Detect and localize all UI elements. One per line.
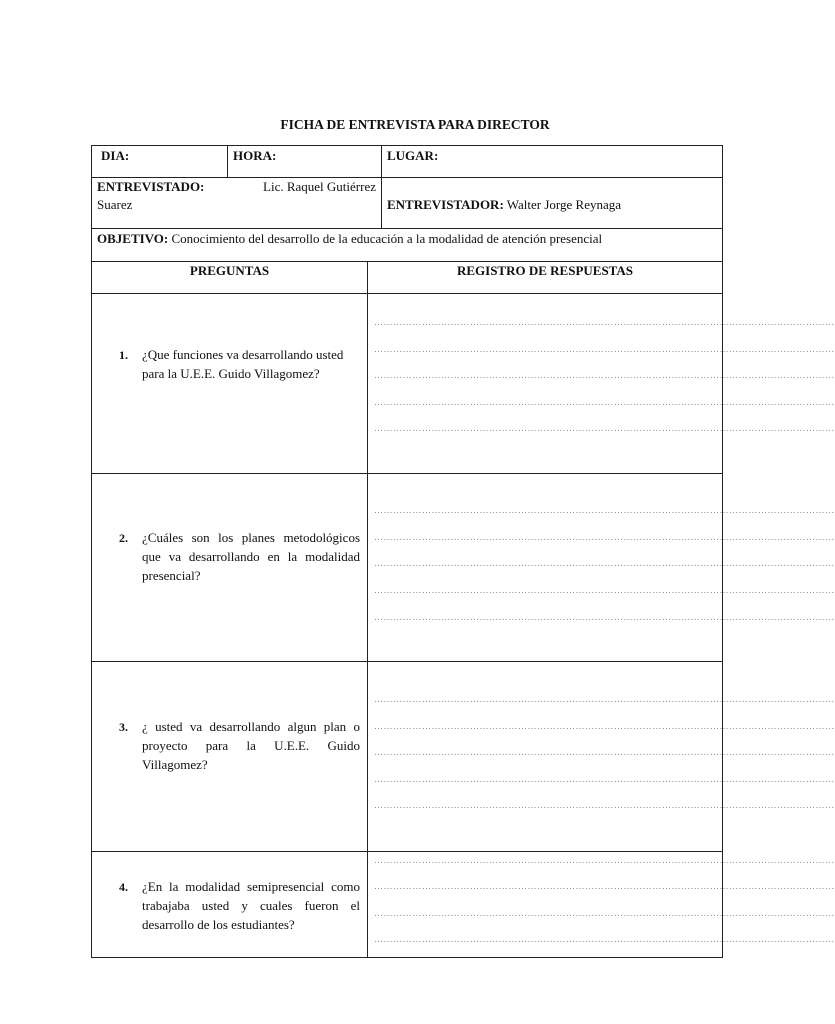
question-text-1 [142,345,360,383]
question-1-line-1: ¿Que funciones va desarrollando usted [142,347,344,362]
answer-line[interactable]: ……………………………………………………………………………………………………………………………… [374,908,835,918]
entrevistado-line2: Suarez [97,197,133,212]
question-text-4 [142,877,360,934]
question-text-3 [142,717,360,774]
question-2-line-3: presencial? [142,568,201,583]
answer-line[interactable]: ……………………………………………………………………………………………………………………………… [374,397,835,407]
question-2-line-1: ¿Cuáles son los planes metodológicos [142,530,360,545]
question-number-4: 4. [119,880,128,894]
document-title: FICHA DE ENTREVISTA PARA DIRECTOR [280,117,550,132]
question-4-line-1: ¿En la modalidad semipresencial como [142,879,360,894]
objetivo-label: OBJETIVO: [97,231,169,246]
answer-line[interactable]: ……………………………………………………………………………………………………………………………… [374,855,835,865]
question-4-line-3: desarrollo de los estudiantes? [142,917,295,932]
answer-line[interactable]: ……………………………………………………………………………………………………………………………… [374,585,835,595]
question-text-2 [142,528,360,585]
hora-label: HORA: [233,148,277,163]
answer-line[interactable]: ……………………………………………………………………………………………………………………………… [374,721,835,731]
entrevistado-line1 [97,177,376,196]
preguntas-header: PREGUNTAS [189,263,270,278]
question-4-line-2: trabajaba usted y cuales fueron el [142,898,360,913]
question-number-2: 2. [119,531,128,545]
answer-line[interactable]: ……………………………………………………………………………………………………………………………… [374,881,835,891]
entrevistador-label: ENTREVISTADOR: [387,197,504,212]
dia-label: DIA: [101,148,130,163]
respuestas-header: REGISTRO DE RESPUESTAS [456,263,634,278]
question-number-1: 1. [119,348,128,362]
objetivo-line [97,229,602,248]
question-3-line-1: ¿ usted va desarrollando algun plan o [142,719,360,734]
question-3-line-2: proyecto para la U.E.E. Guido [142,738,360,753]
entrevistado-value: Lic. Raquel Gutiérrez [263,179,376,194]
entrevistado-label: ENTREVISTADO: [97,179,205,194]
question-2-line-2: que va desarrollando en la modalidad [142,549,360,564]
answer-line[interactable]: ……………………………………………………………………………………………………………………………… [374,694,835,704]
objetivo-value: Conocimiento del desarrollo de la educación a la modalidad de atención presencial [171,231,603,246]
entrevistador-line [387,195,621,214]
lugar-label: LUGAR: [387,148,439,163]
answer-line[interactable]: ……………………………………………………………………………………………………………………………… [374,612,835,622]
answer-line[interactable]: ……………………………………………………………………………………………………………………………… [374,934,835,944]
question-number-3: 3. [119,720,128,734]
question-cell-1 [91,293,368,474]
answer-line[interactable]: ……………………………………………………………………………………………………………………………… [374,774,835,784]
answer-line[interactable]: ……………………………………………………………………………………………………………………………… [374,532,835,542]
entrevistador-value: Walter Jorge Reynaga [506,197,622,212]
question-3-line-3: Villagomez? [142,757,208,772]
answer-line[interactable]: ……………………………………………………………………………………………………………………………… [374,423,835,433]
answer-line[interactable]: ……………………………………………………………………………………………………………………………… [374,317,835,327]
answer-line[interactable]: ……………………………………………………………………………………………………………………………… [374,747,835,757]
answer-line[interactable]: ……………………………………………………………………………………………………………………………… [374,344,835,354]
answer-line[interactable]: ……………………………………………………………………………………………………………………………… [374,800,835,810]
answer-line[interactable]: ……………………………………………………………………………………………………………………………… [374,505,835,515]
answer-line[interactable]: ……………………………………………………………………………………………………………………………… [374,558,835,568]
question-1-line-2: para la U.E.E. Guido Villagomez? [142,366,320,381]
answer-line[interactable]: ……………………………………………………………………………………………………………………………… [374,370,835,380]
